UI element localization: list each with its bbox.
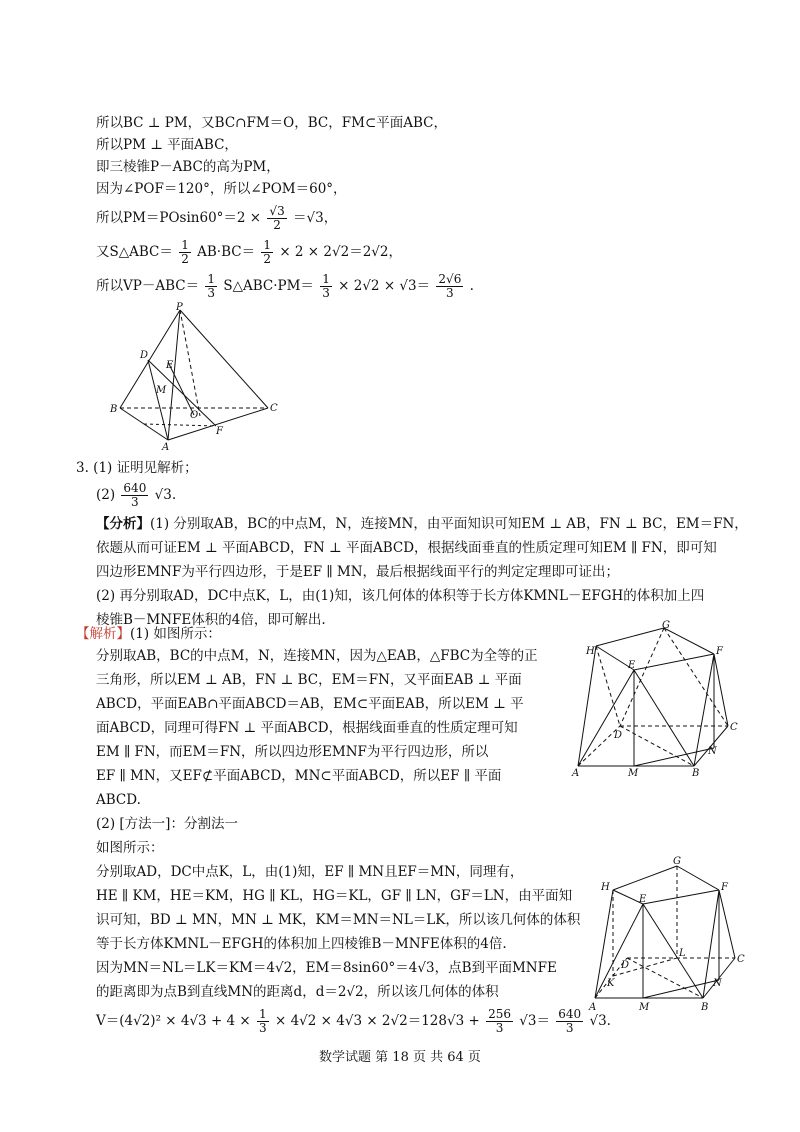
solution-line: 三角形，所以EM ⊥ AB，FN ⊥ BC，EM＝FN，又平面EAB ⊥ 平面	[96, 672, 522, 688]
vertex-label-c: C	[730, 722, 738, 733]
polyhedron-figure-2	[585, 852, 755, 1012]
vertex-label-h: H	[586, 646, 595, 657]
solution-line: 分别取AD，DC中点K，L，由(1)知，EF ∥ MN且EF＝MN，同理有，	[96, 864, 524, 880]
vertex-label-f: F	[216, 426, 223, 437]
solution-tag: 【解析】	[76, 626, 130, 642]
vertex-label-m: M	[628, 768, 639, 778]
analysis-line: 四边形EMNF为平行四边形，于是EF ∥ MN，最后根据线面平行的判定定理即可证出；	[96, 564, 620, 580]
solution-line: EM ∥ FN，而EM＝FN，所以四边形EMNF为平行四边形，所以	[96, 744, 489, 760]
solution-line: 面ABCD，同理可得FN ⊥ 平面ABCD，根据线面垂直的性质定理可知	[96, 720, 518, 736]
vertex-label-d: D	[140, 350, 149, 361]
solution-line: 分别取AB，BC的中点M，N，连接MN，因为△EAB，△FBC为全等的正	[96, 648, 538, 664]
analysis-line: 依题从而可证EM ⊥ 平面ABCD，FN ⊥ 平面ABCD，根据线面垂直的性质定理可知EM ∥ FN，即可知	[96, 540, 717, 556]
vertex-label-p: P	[176, 302, 183, 313]
analysis-line: (2) 再分别取AD，DC中点K，L，由(1)知，该几何体的体积等于长方体KMNL－EFGH的体积加上四	[96, 588, 705, 604]
vertex-label-h: H	[601, 882, 610, 893]
volume-equation: 所以VP－ABC＝ $\frac{1}{3}$ S△ABC·PM＝ $\frac{1}{3}$ × 2√2 × √3＝ $\frac{2√6}{3}$ .	[96, 272, 474, 300]
vertex-label-n: N	[713, 978, 722, 989]
solution-line: ABCD.	[96, 792, 141, 808]
analysis-line: 【分析】(1) 分别取AB，BC的中点M，N，连接MN，由平面知识可知EM ⊥ AB，FN ⊥ BC，EM＝FN，	[96, 516, 748, 532]
vertex-label-f: F	[716, 646, 723, 657]
vertex-label-a: A	[162, 442, 170, 450]
final-equation: V＝(4√2)² × 4√3 + 4 × $\frac{1}{3}$ × 4√2 × 4√3 × 2√2＝128√3 + $\frac{256}{3}$ √3＝ $\frac{640}{3}$ √3.	[96, 1007, 611, 1035]
solution-line: 的距离即为点B到直线MN的距离d，d＝2√2，所以该几何体的体积	[96, 984, 499, 1000]
pm-equation: 所以PM＝POsin60°＝2 × $\frac{√3}{2}$ ＝√3，	[96, 204, 338, 232]
analysis-tag: 【分析】	[96, 516, 150, 532]
vertex-label-e: E	[166, 360, 174, 371]
solution-line: 识可知，BD ⊥ MN，MN ⊥ MK，KM＝MN＝NL＝LK，所以该几何体的体积	[96, 912, 581, 928]
solution-line: ABCD，平面EAB∩平面ABCD＝AB，EM⊂平面EAB，所以EM ⊥ 平	[96, 696, 524, 712]
vertex-label-g: G	[662, 620, 670, 631]
vertex-label-l: L	[679, 948, 686, 959]
analysis-line: 棱锥B－MNFE体积的4倍，即可解出.	[96, 612, 326, 628]
vertex-label-k: K	[607, 978, 615, 989]
vertex-label-o: O	[190, 410, 199, 421]
vertex-label-a: A	[572, 768, 580, 778]
text-line: 所以PM ⊥ 平面ABC，	[96, 137, 238, 153]
vertex-label-a: A	[589, 1002, 597, 1012]
page-footer: 数学试题 第 18 页 共 64 页	[319, 1050, 481, 1065]
vertex-label-b: B	[692, 768, 700, 778]
solution-heading: 【解析】(1) 如图所示：	[76, 626, 221, 642]
area-equation: 又S△ABC＝ $\frac{1}{2}$ AB·BC＝ $\frac{1}{2}$ × 2 × 2√2＝2√2，	[96, 238, 402, 266]
text-line: 所以BC ⊥ PM，又BC∩FM＝O，BC，FM⊂平面ABC，	[96, 115, 448, 131]
solution-line: 如图所示：	[96, 840, 164, 856]
solution-line: EF ∥ MN，又EF⊄平面ABCD，MN⊂平面ABCD，所以EF ∥ 平面	[96, 768, 502, 784]
vertex-label-f: F	[721, 882, 728, 893]
vertex-label-e: E	[639, 894, 647, 905]
vertex-label-b: B	[110, 404, 118, 415]
vertex-label-e: E	[628, 660, 636, 671]
text-line: 因为∠POF＝120°，所以∠POM＝60°，	[96, 181, 347, 197]
answer-part2: (2) $\frac{640}{3}$ √3.	[96, 481, 177, 509]
solution-line: 等于长方体KMNL－EFGH的体积加上四棱锥B－MNFE体积的4倍.	[96, 936, 507, 952]
vertex-label-g: G	[673, 856, 681, 867]
vertex-label-m: M	[639, 1002, 650, 1012]
vertex-label-m: M	[156, 385, 167, 396]
answer-part1: 3. (1) 证明见解析；	[76, 460, 198, 476]
tetrahedron-figure	[108, 300, 288, 450]
text-line: 即三棱锥P－ABC的高为PM，	[96, 159, 280, 175]
vertex-label-d: D	[614, 730, 623, 741]
vertex-label-d: D	[621, 960, 630, 971]
vertex-label-c: C	[737, 954, 745, 965]
solution-line: 因为MN＝NL＝LK＝KM＝4√2，EM＝8sin60°＝4√3，点B到平面MNFE	[96, 960, 557, 976]
vertex-label-n: N	[708, 746, 717, 757]
vertex-label-c: C	[270, 403, 278, 414]
solution-line: HE ∥ KM，HE＝KM，HG ∥ KL，HG＝KL，GF ∥ LN，GF＝LN，由平面知	[96, 888, 573, 904]
polyhedron-figure-1	[566, 618, 746, 778]
solution-line: (2) [方法一]：分割法一	[96, 816, 238, 832]
vertex-label-b: B	[701, 1002, 709, 1012]
